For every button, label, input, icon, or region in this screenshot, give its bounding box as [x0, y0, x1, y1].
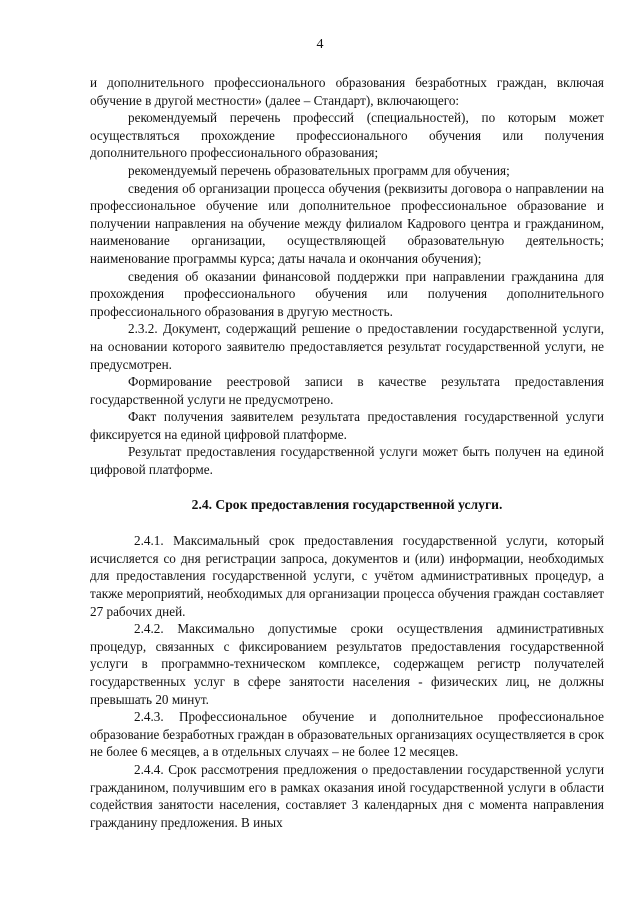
paragraph: сведения об оказании финансовой поддержки при направлении гражданина для прохождения профессионального обучения или получения дополнительного профессионального образования в другую местность.	[90, 268, 604, 319]
paragraph: 2.4.4. Срок рассмотрения предложения о предоставлении государственной услуги гражданином, получившим его в рамках оказания иной государственной услуги в области содействия занятости населения, составляет 3 календарных дня с момента направления гражданину предложения. В иных	[90, 761, 604, 830]
paragraph: 2.4.1. Максимальный срок предоставления государственной услуги, который исчисляется со дня регистрации запроса, документов и (или) информации, необходимых для предоставления государственной услуги, с учётом административных процедур, а также мероприятий, необходимых для организации процесса обучения граждан составляет 27 рабочих дней.	[90, 533, 604, 619]
paragraph: 2.3.2. Документ, содержащий решение о предоставлении государственной услуги, на основании которого заявителю предоставляется результат государственной услуги, не предусмотрен.	[90, 321, 604, 372]
paragraph: 2.4.3. Профессиональное обучение и дополнительное профессиональное образование безработных граждан в образовательных организациях осуществляется в срок не более 6 месяцев, а в отдельных случаях – не более 12 месяцев.	[90, 709, 604, 760]
paragraph: Факт получения заявителем результата предоставления государственной услуги фиксируется на единой цифровой платформе.	[90, 409, 604, 442]
paragraph: рекомендуемый перечень профессий (специальностей), по которым может осуществляться прохождение профессионального обучения или получения дополнительного профессионального образования;	[90, 110, 604, 161]
paragraph: Формирование реестровой записи в качестве результата предоставления государственной услуги не предусмотрено.	[90, 374, 604, 407]
document-body	[90, 74, 604, 831]
paragraph: 2.4.2. Максимально допустимые сроки осуществления административных процедур, связанных с фиксированием результатов предоставления государственной услуги в программно-техническом комплексе, содержащем регистр получателей государственных услуг в сфере занятости населения - физических лиц, не должны превышать 20 минут.	[90, 621, 604, 707]
paragraph: рекомендуемый перечень образовательных программ для обучения;	[128, 162, 510, 178]
page-number: 4	[316, 37, 324, 52]
paragraph: сведения об организации процесса обучения (реквизиты договора о направлении на профессиональное обучение или дополнительное профессиональное образование и получении направления на обучение между филиалом Кадрового центра и гражданином, наименование организации, осуществляющей образовательную деятельность; наименование программы курса; даты начала и окончания обучения);	[90, 180, 604, 266]
paragraph: и дополнительного профессионального образования безработных граждан, включая обучение в другой местности» (далее – Стандарт), включающего:	[90, 75, 604, 108]
paragraph: Результат предоставления государственной услуги может быть получен на единой цифровой платформе.	[90, 444, 604, 478]
section-heading: 2.4. Срок предоставления государственной услуги.	[191, 496, 503, 512]
